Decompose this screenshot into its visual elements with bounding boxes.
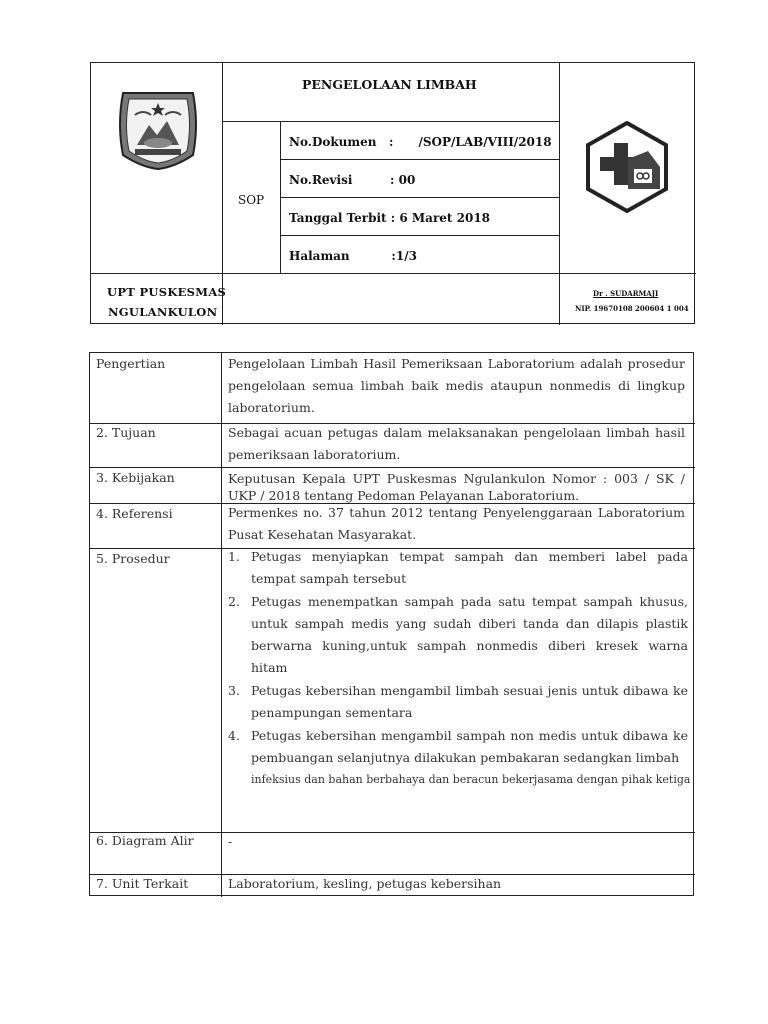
list-item: 3. Petugas kebersihan mengambil limbah sesuai jenis untuk dibawa ke penampungan sementara: [228, 683, 688, 720]
row-label-definition: Pengertian: [96, 356, 166, 371]
row-text-definition: Pengelolaan Limbah Hasil Pemeriksaan Laboratorium adalah prosedur pengelolaan semua limbah baik medis ataupun nonmedis di lingkup laboratorium.: [228, 356, 685, 415]
row-text-related-units: Laboratorium, kesling, petugas kebersihan: [228, 876, 502, 891]
divider: [221, 353, 222, 897]
signer-nip: NIP. 19670108 200604 1 004: [575, 304, 689, 313]
organization-location: NGULANKULON: [108, 305, 218, 319]
row-text-purpose: Sebagai acuan petugas dalam melaksanakan pengelolaan limbah hasil pemeriksaan laboratorium.: [228, 425, 685, 462]
signer-name: Dr . SUDARMAJI: [593, 289, 659, 298]
organization-name: UPT PUSKESMAS: [107, 285, 227, 299]
row-label-related-units: 7. Unit Terkait: [96, 876, 189, 891]
sop-header-table: [90, 62, 695, 324]
procedure-list: [228, 546, 691, 792]
divider: [559, 63, 560, 325]
row-label-flow-diagram: 6. Diagram Alir: [96, 833, 194, 848]
sop-label: SOP: [238, 193, 265, 207]
list-item: 2. Petugas menempatkan sampah pada satu tempat sampah khusus, untuk sampah medis yang sudah diberi tanda dan dilapis plastik berwarna kuning,untuk sampah nonmedis diberi kresek warna hitam: [228, 594, 688, 675]
divider: [91, 273, 696, 274]
divider: [280, 197, 560, 198]
row-label-purpose: 2. Tujuan: [96, 425, 156, 440]
row-text-flow-diagram: -: [228, 834, 233, 849]
row-label-reference: 4. Referensi: [96, 506, 173, 521]
list-item: 1. Petugas menyiapkan tempat sampah dan memberi label pada tempat sampah tersebut: [228, 549, 688, 586]
puskesmas-logo: [584, 121, 670, 217]
sop-content-table: [89, 352, 694, 896]
issue-date: Tanggal Terbit : 6 Maret 2018: [289, 211, 491, 225]
revision-number: No.Revisi : 00: [289, 173, 416, 187]
row-label-policy: 3. Kebijakan: [96, 470, 175, 485]
list-item: 4. Petugas kebersihan mengambil sampah non medis untuk dibawa ke pembuangan selanjutnya dilakukan pembakaran sedangkan limbah infeksius dan bahan berbahaya dan beracun bekerjasama dengan pihak ketiga: [228, 728, 691, 786]
row-text-reference: Permenkes no. 37 tahun 2012 tentang Penyelenggaraan Laboratorium Pusat Kesehatan Masyarakat.: [228, 505, 685, 542]
divider: [222, 121, 560, 122]
row-text-policy: Keputusan Kepala UPT Puskesmas Ngulankulon Nomor : 003 / SK / UKP / 2018 tentang Pedoman Pelayanan Laboratorium.: [228, 471, 685, 503]
divider: [90, 467, 695, 468]
divider: [280, 159, 560, 160]
document-title: PENGELOLAAN LIMBAH: [302, 77, 477, 92]
regional-logo: [113, 85, 203, 175]
divider: [280, 235, 560, 236]
document-number: No.Dokumen : /SOP/LAB/VIII/2018: [289, 135, 552, 149]
page-number: Halaman :1/3: [289, 249, 417, 263]
row-label-procedure: 5. Prosedur: [96, 551, 170, 566]
